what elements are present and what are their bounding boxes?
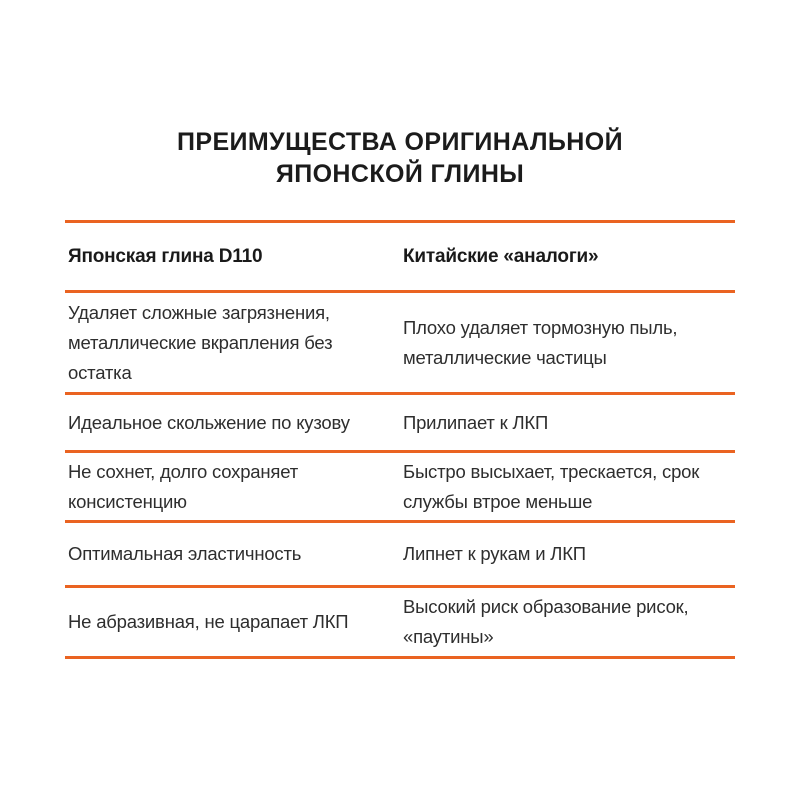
table-cell-right: Высокий риск образование рисок, «паутины» xyxy=(403,596,689,647)
table-cell-right: Плохо удаляет тормозную пыль, металлические частицы xyxy=(403,316,678,368)
table-row xyxy=(65,290,735,392)
table-cell-right: Липнет к рукам и ЛКП xyxy=(403,543,586,564)
table-row xyxy=(65,450,735,520)
table-row xyxy=(65,392,735,450)
page-title-line2: ЯПОНСКОЙ ГЛИНЫ xyxy=(275,160,525,188)
table-cell-left: Не абразивная, не царапает ЛКП xyxy=(68,611,349,632)
table-cell-right: Быстро высыхает, трескается, срок службы втрое меньше xyxy=(403,460,700,512)
column-header-japanese-clay: Японская глина D110 xyxy=(68,245,263,267)
table-row xyxy=(65,585,735,659)
page-title-line1: ПРЕИМУЩЕСТВА ОРИГИНАЛЬНОЙ xyxy=(177,128,623,156)
table-cell-left: Оптимальная эластичность xyxy=(68,543,302,564)
page-title xyxy=(0,126,800,190)
table-cell-left: Не сохнет, долго сохраняет консистенцию xyxy=(68,460,298,512)
table-cell-left: Удаляет сложные загрязнения, металлические вкрапления без остатка xyxy=(68,301,333,383)
table-row xyxy=(65,520,735,585)
table-cell-right: Прилипает к ЛКП xyxy=(403,411,549,433)
table-cell-left: Идеальное скольжение по кузову xyxy=(68,411,350,433)
column-header-chinese-analogs: Китайские «аналоги» xyxy=(403,245,599,267)
table-header-row xyxy=(65,220,735,290)
comparison-table xyxy=(65,220,735,659)
